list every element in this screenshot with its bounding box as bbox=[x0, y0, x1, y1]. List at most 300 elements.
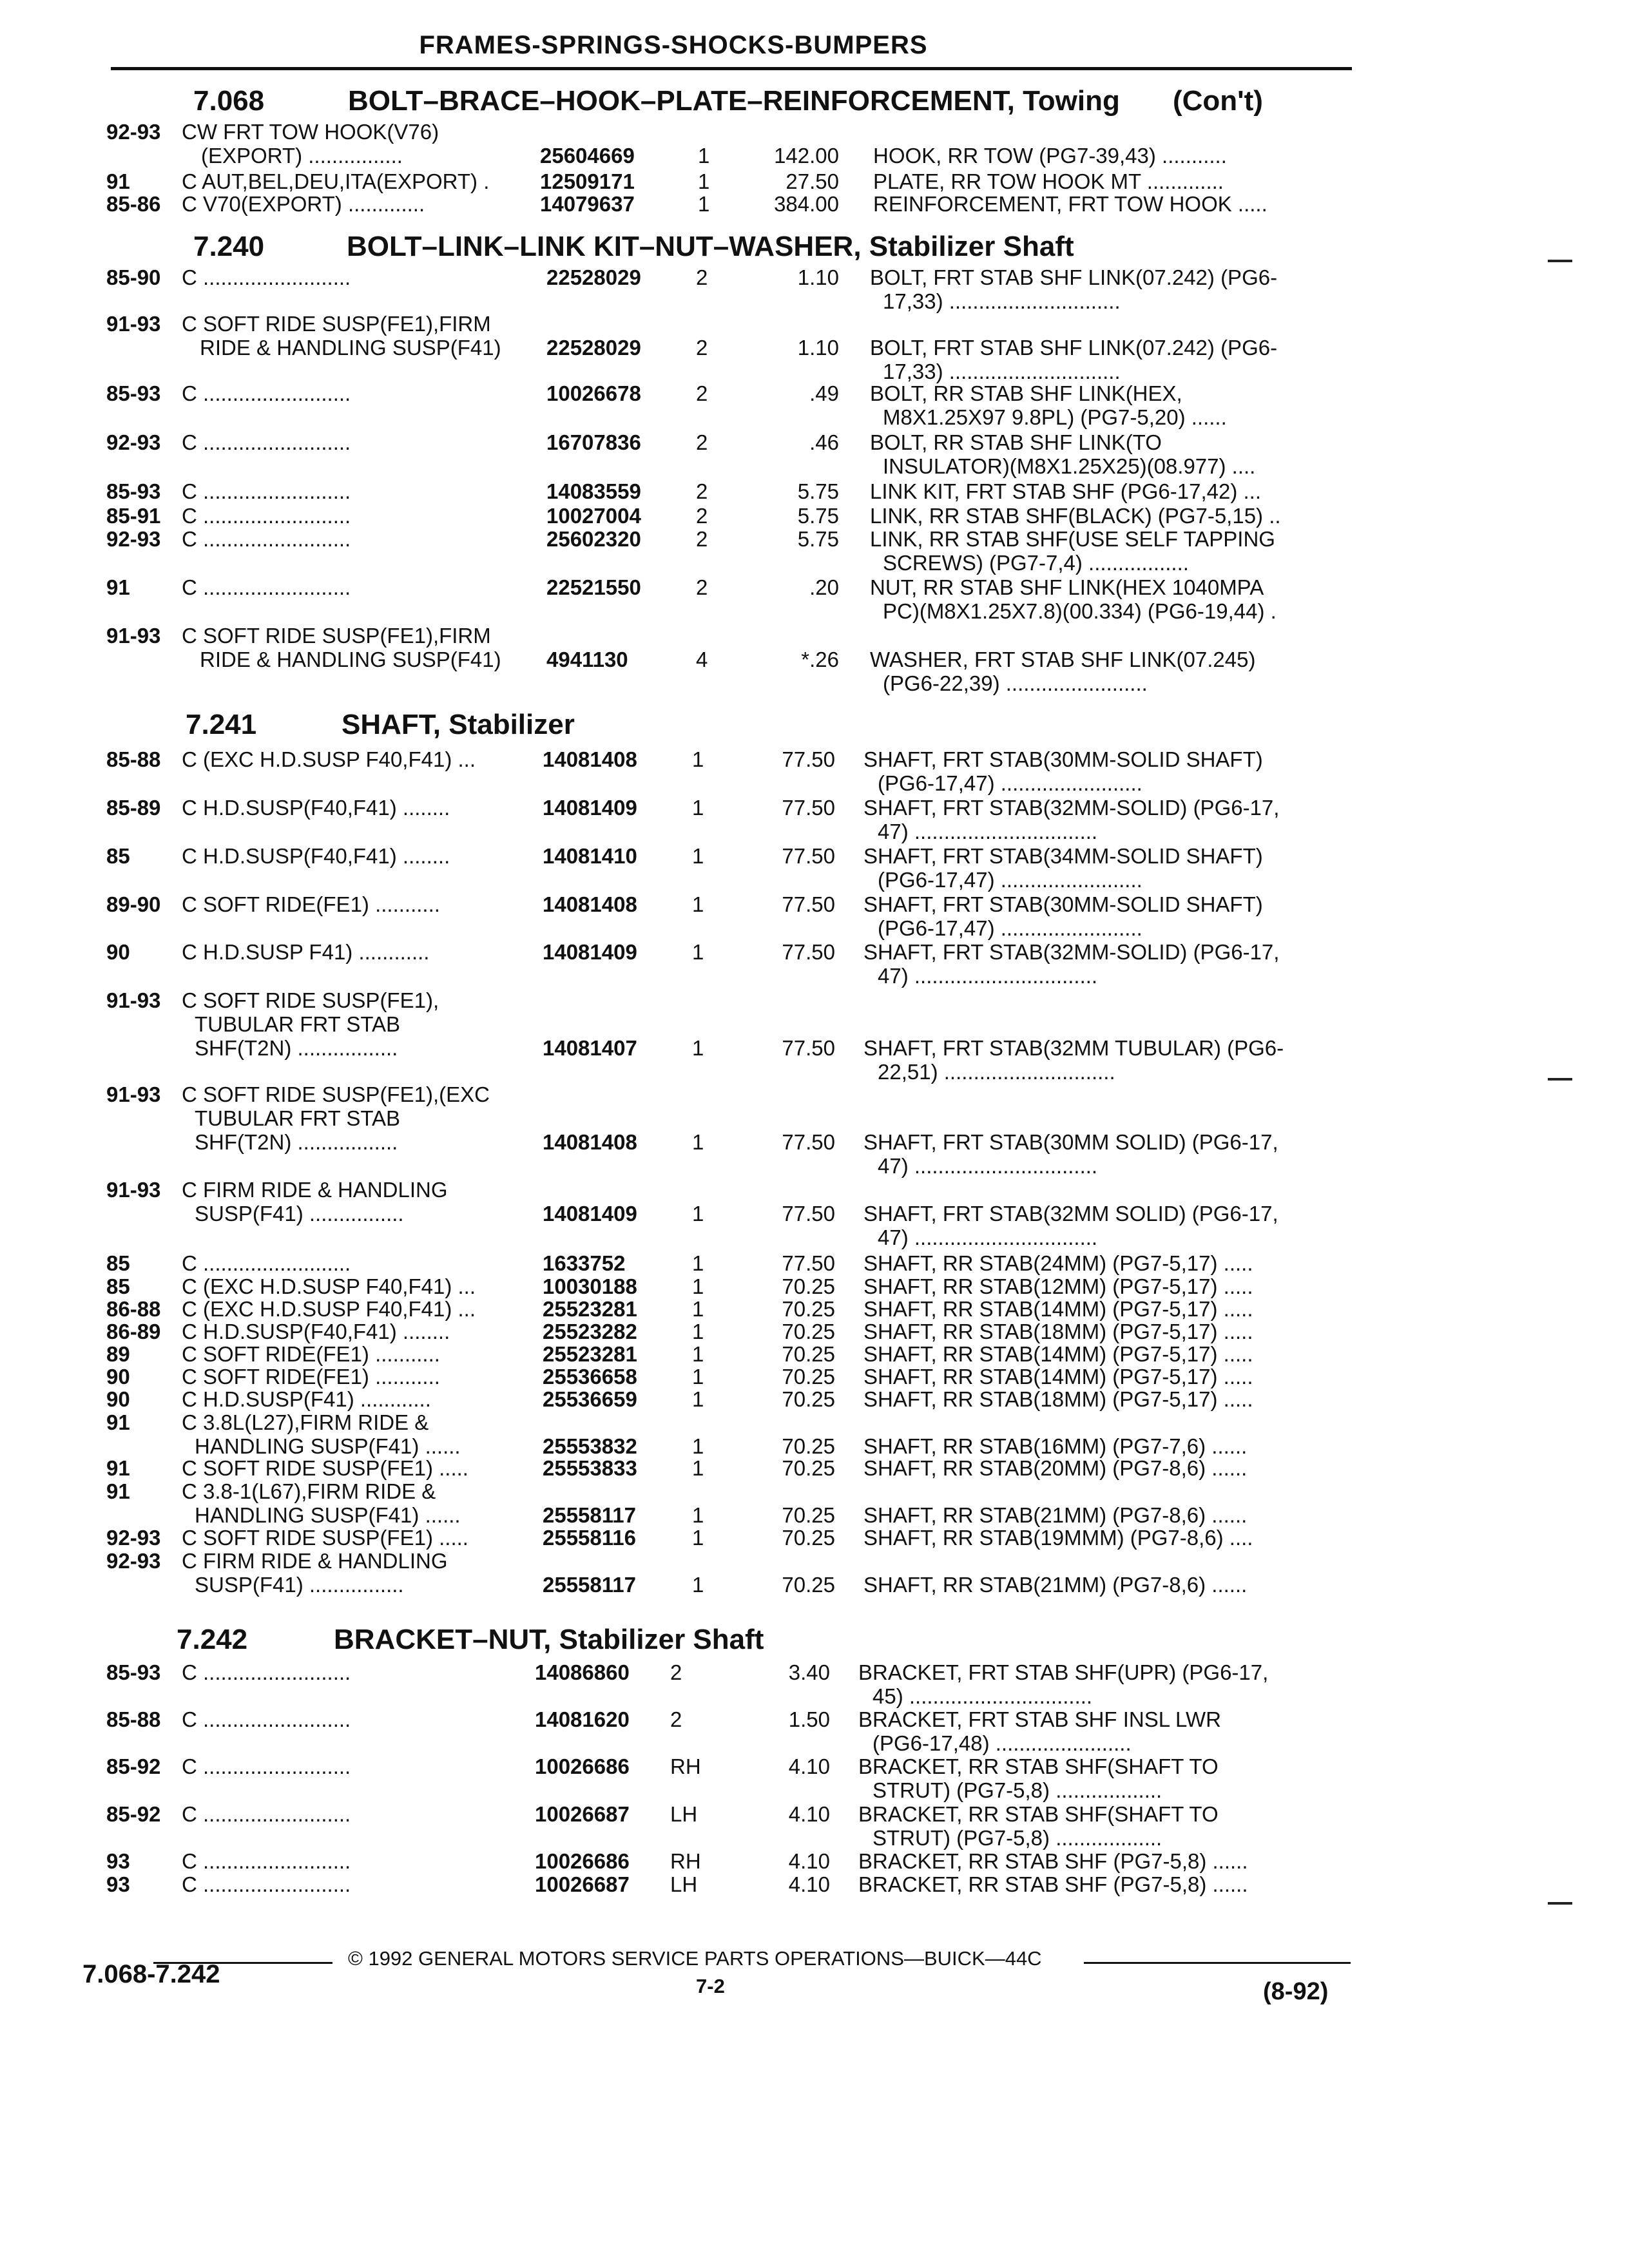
table-row bbox=[0, 454, 1629, 480]
table-row bbox=[0, 336, 1629, 361]
usage-description: C ......................... bbox=[182, 1251, 351, 1275]
model-years: 91 bbox=[106, 1456, 130, 1480]
table-row bbox=[0, 1154, 1629, 1180]
part-number: 12509171 bbox=[540, 169, 635, 193]
part-name: (PG6-17,48) ....................... bbox=[872, 1731, 1132, 1755]
part-name: INSULATOR)(M8X1.25X25)(08.977) .... bbox=[883, 454, 1256, 478]
table-row bbox=[0, 144, 1629, 169]
quantity: 1 bbox=[692, 747, 704, 771]
part-name: SHAFT, FRT STAB(30MM-SOLID SHAFT) bbox=[863, 747, 1263, 771]
usage-description: C ......................... bbox=[182, 1849, 351, 1873]
usage-description: C SOFT RIDE SUSP(FE1) ..... bbox=[182, 1456, 468, 1480]
part-number: 25536658 bbox=[543, 1365, 637, 1389]
model-years: 85-91 bbox=[106, 504, 161, 528]
section-continued: (Con't) bbox=[1173, 85, 1263, 117]
table-row bbox=[0, 1036, 1629, 1062]
quantity: 1 bbox=[692, 1202, 704, 1225]
part-name: 17,33) ............................. bbox=[883, 289, 1121, 313]
part-name: SHAFT, RR STAB(18MM) (PG7-5,17) ..... bbox=[863, 1320, 1253, 1343]
quantity: 1 bbox=[698, 169, 710, 193]
margin-tick bbox=[1548, 1902, 1572, 1905]
part-number: 14086860 bbox=[535, 1660, 630, 1684]
part-name: 47) ............................... bbox=[878, 1225, 1098, 1249]
price: 27.50 bbox=[786, 169, 839, 193]
part-number: 10027004 bbox=[546, 504, 641, 528]
part-number: 14083559 bbox=[546, 479, 641, 503]
model-years: 91 bbox=[106, 1410, 130, 1434]
quantity: 2 bbox=[670, 1707, 682, 1731]
part-name: BRACKET, RR STAB SHF(SHAFT TO bbox=[858, 1754, 1219, 1778]
model-years: 90 bbox=[106, 940, 130, 964]
usage-description: TUBULAR FRT STAB bbox=[195, 1106, 401, 1130]
usage-description: TUBULAR FRT STAB bbox=[195, 1012, 401, 1036]
usage-description: C H.D.SUSP(F40,F41) ........ bbox=[182, 844, 450, 868]
table-row bbox=[0, 1573, 1629, 1599]
part-number: 25523281 bbox=[543, 1342, 637, 1366]
price: 77.50 bbox=[782, 844, 835, 868]
section-header bbox=[186, 709, 1539, 747]
part-number: 25553833 bbox=[543, 1456, 637, 1480]
table-row bbox=[0, 169, 1629, 195]
table-row bbox=[0, 312, 1629, 338]
model-years: 91 bbox=[106, 1479, 130, 1503]
part-number: 14081408 bbox=[543, 747, 637, 771]
usage-description: HANDLING SUSP(F41) ...... bbox=[195, 1434, 461, 1458]
table-row bbox=[0, 1849, 1629, 1875]
part-number: 10026687 bbox=[535, 1872, 630, 1896]
model-years: 85-92 bbox=[106, 1802, 161, 1826]
part-name: 47) ............................... bbox=[878, 820, 1098, 843]
part-name: SHAFT, RR STAB(21MM) (PG7-8,6) ...... bbox=[863, 1573, 1248, 1597]
usage-description: C ......................... bbox=[182, 1707, 351, 1731]
part-name: BOLT, RR STAB SHF LINK(TO bbox=[870, 430, 1162, 454]
price: 70.25 bbox=[782, 1526, 835, 1550]
table-row bbox=[0, 1410, 1629, 1436]
price: 77.50 bbox=[782, 1036, 835, 1060]
table-row bbox=[0, 1387, 1629, 1413]
price: 5.75 bbox=[797, 527, 839, 551]
usage-description: C H.D.SUSP(F40,F41) ........ bbox=[182, 1320, 450, 1343]
part-name: SHAFT, RR STAB(14MM) (PG7-5,17) ..... bbox=[863, 1365, 1253, 1389]
quantity: 2 bbox=[696, 336, 708, 360]
part-name: STRUT) (PG7-5,8) .................. bbox=[872, 1826, 1162, 1850]
price: 77.50 bbox=[782, 1130, 835, 1154]
part-number: 14081408 bbox=[543, 892, 637, 916]
table-row bbox=[0, 1060, 1629, 1086]
price: 77.50 bbox=[782, 747, 835, 771]
model-years: 85-88 bbox=[106, 747, 161, 771]
usage-description: SHF(T2N) ................. bbox=[195, 1036, 398, 1060]
table-row bbox=[0, 504, 1629, 530]
part-number: 25558117 bbox=[543, 1503, 637, 1527]
quantity: 2 bbox=[696, 575, 708, 599]
part-number: 10026678 bbox=[546, 381, 641, 405]
price: 4.10 bbox=[788, 1849, 830, 1873]
model-years: 90 bbox=[106, 1387, 130, 1411]
part-name: SHAFT, RR STAB(24MM) (PG7-5,17) ..... bbox=[863, 1251, 1253, 1275]
table-row bbox=[0, 1778, 1629, 1804]
table-row bbox=[0, 381, 1629, 407]
table-row bbox=[0, 120, 1629, 146]
table-row bbox=[0, 1365, 1629, 1390]
model-years: 85 bbox=[106, 1251, 130, 1275]
usage-description: C FIRM RIDE & HANDLING bbox=[182, 1549, 448, 1573]
table-row bbox=[0, 868, 1629, 894]
table-row bbox=[0, 671, 1629, 697]
part-name: 47) ............................... bbox=[878, 1154, 1098, 1178]
table-row bbox=[0, 1082, 1629, 1108]
table-row bbox=[0, 479, 1629, 505]
page-title: FRAMES-SPRINGS-SHOCKS-BUMPERS bbox=[419, 31, 928, 59]
price: 70.25 bbox=[782, 1365, 835, 1389]
part-name: M8X1.25X97 9.8PL) (PG7-5,20) ...... bbox=[883, 405, 1227, 429]
section-header bbox=[193, 231, 1547, 269]
table-row bbox=[0, 1342, 1629, 1368]
price: 5.75 bbox=[797, 504, 839, 528]
part-number: 10026686 bbox=[535, 1849, 630, 1873]
section-number: 7.068 bbox=[193, 85, 265, 117]
quantity: 2 bbox=[696, 504, 708, 528]
part-number: 25558117 bbox=[543, 1573, 637, 1597]
part-number: 10026687 bbox=[535, 1802, 630, 1826]
table-row bbox=[0, 1202, 1629, 1227]
usage-description: (EXPORT) ................ bbox=[201, 144, 403, 168]
quantity: 1 bbox=[692, 1342, 704, 1366]
section-number: 7.240 bbox=[193, 231, 265, 262]
part-name: SHAFT, RR STAB(12MM) (PG7-5,17) ..... bbox=[863, 1274, 1253, 1298]
part-name: SHAFT, FRT STAB(32MM SOLID) (PG6-17, bbox=[863, 1202, 1278, 1225]
part-name: HOOK, RR TOW (PG7-39,43) ........... bbox=[873, 144, 1227, 168]
part-number: 25523282 bbox=[543, 1320, 637, 1343]
quantity: 1 bbox=[692, 1130, 704, 1154]
model-years: 89 bbox=[106, 1342, 130, 1366]
quantity: 1 bbox=[692, 940, 704, 964]
table-row bbox=[0, 916, 1629, 942]
usage-description: C SOFT RIDE(FE1) ........... bbox=[182, 892, 440, 916]
model-years: 85-93 bbox=[106, 1660, 161, 1684]
table-row bbox=[0, 988, 1629, 1014]
part-number: 14081409 bbox=[543, 796, 637, 820]
usage-description: RIDE & HANDLING SUSP(F41) bbox=[200, 336, 501, 360]
model-years: 85-86 bbox=[106, 192, 161, 216]
table-row bbox=[0, 1456, 1629, 1482]
part-number: 22521550 bbox=[546, 575, 641, 599]
usage-description: RIDE & HANDLING SUSP(F41) bbox=[200, 648, 501, 671]
part-number: 16707836 bbox=[546, 430, 641, 454]
price: 142.00 bbox=[774, 144, 839, 168]
usage-description: C SOFT RIDE SUSP(FE1),FIRM bbox=[182, 312, 491, 336]
part-name: NUT, RR STAB SHF LINK(HEX 1040MPA bbox=[870, 575, 1264, 599]
usage-description: C H.D.SUSP(F40,F41) ........ bbox=[182, 796, 450, 820]
model-years: 92-93 bbox=[106, 430, 161, 454]
quantity: 1 bbox=[692, 1503, 704, 1527]
usage-description: C ......................... bbox=[182, 479, 351, 503]
usage-description: C H.D.SUSP(F41) ............ bbox=[182, 1387, 431, 1411]
quantity: 1 bbox=[692, 1274, 704, 1298]
usage-description: C H.D.SUSP F41) ............ bbox=[182, 940, 430, 964]
part-name: 17,33) ............................. bbox=[883, 360, 1121, 383]
usage-description: C SOFT RIDE(FE1) ........... bbox=[182, 1365, 440, 1389]
usage-description: C SOFT RIDE SUSP(FE1),(EXC bbox=[182, 1082, 490, 1106]
part-number: 14081620 bbox=[535, 1707, 630, 1731]
price: 70.25 bbox=[782, 1387, 835, 1411]
table-row bbox=[0, 551, 1629, 577]
section-header bbox=[177, 1624, 1530, 1662]
part-number: 14081408 bbox=[543, 1130, 637, 1154]
table-row bbox=[0, 892, 1629, 918]
part-number: 4941130 bbox=[546, 648, 628, 671]
model-years: 86-89 bbox=[106, 1320, 161, 1343]
margin-tick bbox=[1548, 1078, 1572, 1081]
part-number: 14081410 bbox=[543, 844, 637, 868]
price: 70.25 bbox=[782, 1434, 835, 1458]
usage-description: C 3.8L(L27),FIRM RIDE & bbox=[182, 1410, 429, 1434]
section-title: BRACKET–NUT, Stabilizer Shaft bbox=[334, 1624, 764, 1655]
part-name: SHAFT, RR STAB(21MM) (PG7-8,6) ...... bbox=[863, 1503, 1248, 1527]
usage-description: C ......................... bbox=[182, 430, 351, 454]
price: 70.25 bbox=[782, 1320, 835, 1343]
footer-date: (8-92) bbox=[1263, 1978, 1329, 2005]
table-row bbox=[0, 289, 1629, 315]
price: 70.25 bbox=[782, 1274, 835, 1298]
usage-description: C ......................... bbox=[182, 1872, 351, 1896]
table-row bbox=[0, 844, 1629, 870]
usage-description: C ......................... bbox=[182, 1754, 351, 1778]
part-number: 1633752 bbox=[543, 1251, 626, 1275]
table-row bbox=[0, 192, 1629, 218]
part-name: WASHER, FRT STAB SHF LINK(07.245) bbox=[870, 648, 1256, 671]
footer-rule bbox=[1084, 1962, 1351, 1964]
part-name: SHAFT, RR STAB(14MM) (PG7-5,17) ..... bbox=[863, 1342, 1253, 1366]
usage-description: C AUT,BEL,DEU,ITA(EXPORT) . bbox=[182, 169, 490, 193]
part-name: (PG6-17,47) ........................ bbox=[878, 916, 1142, 940]
price: 384.00 bbox=[774, 192, 839, 216]
price: 70.25 bbox=[782, 1456, 835, 1480]
quantity: 2 bbox=[696, 430, 708, 454]
quantity: LH bbox=[670, 1872, 698, 1896]
table-row bbox=[0, 796, 1629, 822]
table-row bbox=[0, 527, 1629, 553]
model-years: 92-93 bbox=[106, 1526, 161, 1550]
part-name: PC)(M8X1.25X7.8)(00.334) (PG6-19,44) . bbox=[883, 599, 1277, 623]
part-name: PLATE, RR TOW HOOK MT ............. bbox=[873, 169, 1224, 193]
price: 5.75 bbox=[797, 479, 839, 503]
table-row bbox=[0, 1251, 1629, 1277]
model-years: 85-88 bbox=[106, 1707, 161, 1731]
footer-section-range: 7.068-7.242 bbox=[82, 1960, 220, 1988]
part-name: BRACKET, FRT STAB SHF INSL LWR bbox=[858, 1707, 1221, 1731]
price: 77.50 bbox=[782, 892, 835, 916]
table-row bbox=[0, 599, 1629, 625]
quantity: 1 bbox=[692, 1251, 704, 1275]
usage-description: C SOFT RIDE(FE1) ........... bbox=[182, 1342, 440, 1366]
usage-description: C SOFT RIDE SUSP(FE1), bbox=[182, 988, 439, 1012]
part-name: BRACKET, RR STAB SHF (PG7-5,8) ...... bbox=[858, 1872, 1248, 1896]
model-years: 92-93 bbox=[106, 120, 161, 144]
model-years: 92-93 bbox=[106, 1549, 161, 1573]
model-years: 89-90 bbox=[106, 892, 161, 916]
quantity: 1 bbox=[692, 1036, 704, 1060]
quantity: 1 bbox=[692, 1434, 704, 1458]
model-years: 90 bbox=[106, 1365, 130, 1389]
quantity: 1 bbox=[692, 1320, 704, 1343]
part-name: SCREWS) (PG7-7,4) ................. bbox=[883, 551, 1189, 575]
model-years: 91-93 bbox=[106, 988, 161, 1012]
usage-description: C ......................... bbox=[182, 575, 351, 599]
section-title: SHAFT, Stabilizer bbox=[342, 709, 575, 740]
table-row bbox=[0, 624, 1629, 649]
model-years: 86-88 bbox=[106, 1297, 161, 1321]
section-number: 7.242 bbox=[177, 1624, 248, 1655]
part-name: SHAFT, FRT STAB(30MM SOLID) (PG6-17, bbox=[863, 1130, 1278, 1154]
part-number: 22528029 bbox=[546, 265, 641, 289]
part-name: BOLT, RR STAB SHF LINK(HEX, bbox=[870, 381, 1182, 405]
model-years: 85-93 bbox=[106, 479, 161, 503]
usage-description: C ......................... bbox=[182, 1802, 351, 1826]
part-name: SHAFT, FRT STAB(32MM-SOLID) (PG6-17, bbox=[863, 940, 1280, 964]
usage-description: CW FRT TOW HOOK(V76) bbox=[182, 120, 439, 144]
part-name: 47) ............................... bbox=[878, 964, 1098, 988]
part-number: 25536659 bbox=[543, 1387, 637, 1411]
quantity: 1 bbox=[692, 844, 704, 868]
usage-description: C ......................... bbox=[182, 504, 351, 528]
quantity: 2 bbox=[670, 1660, 682, 1684]
part-number: 25553832 bbox=[543, 1434, 637, 1458]
model-years: 85-93 bbox=[106, 381, 161, 405]
usage-description: C 3.8-1(L67),FIRM RIDE & bbox=[182, 1479, 436, 1503]
table-row bbox=[0, 1684, 1629, 1710]
table-row bbox=[0, 940, 1629, 966]
table-row bbox=[0, 1872, 1629, 1898]
usage-description: C (EXC H.D.SUSP F40,F41) ... bbox=[182, 747, 476, 771]
part-name: (PG6-17,47) ........................ bbox=[878, 771, 1142, 795]
section-header bbox=[193, 85, 1547, 124]
price: 4.10 bbox=[788, 1872, 830, 1896]
usage-description: SUSP(F41) ................ bbox=[195, 1573, 404, 1597]
price: 77.50 bbox=[782, 940, 835, 964]
model-years: 92-93 bbox=[106, 527, 161, 551]
table-row bbox=[0, 430, 1629, 456]
table-row bbox=[0, 575, 1629, 601]
part-name: REINFORCEMENT, FRT TOW HOOK ..... bbox=[873, 192, 1268, 216]
table-row bbox=[0, 1225, 1629, 1251]
usage-description: C V70(EXPORT) ............. bbox=[182, 192, 425, 216]
price: 70.25 bbox=[782, 1503, 835, 1527]
model-years: 85-90 bbox=[106, 265, 161, 289]
quantity: 2 bbox=[696, 479, 708, 503]
model-years: 85-89 bbox=[106, 796, 161, 820]
table-row bbox=[0, 1178, 1629, 1204]
model-years: 85-92 bbox=[106, 1754, 161, 1778]
part-name: BRACKET, FRT STAB SHF(UPR) (PG6-17, bbox=[858, 1660, 1269, 1684]
price: .46 bbox=[809, 430, 839, 454]
usage-description: SUSP(F41) ................ bbox=[195, 1202, 404, 1225]
part-name: LINK KIT, FRT STAB SHF (PG6-17,42) ... bbox=[870, 479, 1262, 503]
price: 77.50 bbox=[782, 796, 835, 820]
part-name: SHAFT, FRT STAB(32MM TUBULAR) (PG6- bbox=[863, 1036, 1284, 1060]
usage-description: HANDLING SUSP(F41) ...... bbox=[195, 1503, 461, 1527]
part-name: SHAFT, FRT STAB(30MM-SOLID SHAFT) bbox=[863, 892, 1263, 916]
table-row bbox=[0, 1707, 1629, 1733]
quantity: 1 bbox=[692, 1387, 704, 1411]
part-name: SHAFT, RR STAB(18MM) (PG7-5,17) ..... bbox=[863, 1387, 1253, 1411]
usage-description: C ......................... bbox=[182, 1660, 351, 1684]
table-row bbox=[0, 1802, 1629, 1828]
part-number: 22528029 bbox=[546, 336, 641, 360]
part-number: 14081409 bbox=[543, 940, 637, 964]
part-name: SHAFT, RR STAB(19MMM) (PG7-8,6) .... bbox=[863, 1526, 1253, 1550]
section-title: BOLT–LINK–LINK KIT–NUT–WASHER, Stabilizer Shaft bbox=[347, 231, 1074, 262]
model-years: 91-93 bbox=[106, 1178, 161, 1202]
table-row bbox=[0, 1106, 1629, 1132]
usage-description: C SOFT RIDE SUSP(FE1) ..... bbox=[182, 1526, 468, 1550]
table-row bbox=[0, 1549, 1629, 1575]
quantity: 2 bbox=[696, 265, 708, 289]
part-name: BRACKET, RR STAB SHF (PG7-5,8) ...... bbox=[858, 1849, 1248, 1873]
table-row bbox=[0, 820, 1629, 845]
usage-description: C FIRM RIDE & HANDLING bbox=[182, 1178, 448, 1202]
part-name: SHAFT, FRT STAB(34MM-SOLID SHAFT) bbox=[863, 844, 1263, 868]
part-name: BOLT, FRT STAB SHF LINK(07.242) (PG6- bbox=[870, 265, 1278, 289]
part-name: SHAFT, FRT STAB(32MM-SOLID) (PG6-17, bbox=[863, 796, 1280, 820]
price: 4.10 bbox=[788, 1754, 830, 1778]
model-years: 93 bbox=[106, 1872, 130, 1896]
usage-description: C ......................... bbox=[182, 265, 351, 289]
price: 4.10 bbox=[788, 1802, 830, 1826]
table-row bbox=[0, 1754, 1629, 1780]
part-name: BOLT, FRT STAB SHF LINK(07.242) (PG6- bbox=[870, 336, 1278, 360]
quantity: 1 bbox=[692, 1573, 704, 1597]
quantity: 2 bbox=[696, 527, 708, 551]
quantity: 2 bbox=[696, 381, 708, 405]
price: 77.50 bbox=[782, 1251, 835, 1275]
table-row bbox=[0, 405, 1629, 431]
table-row bbox=[0, 1297, 1629, 1323]
part-name: SHAFT, RR STAB(20MM) (PG7-8,6) ...... bbox=[863, 1456, 1248, 1480]
usage-description: C SOFT RIDE SUSP(FE1),FIRM bbox=[182, 624, 491, 648]
table-row bbox=[0, 1503, 1629, 1529]
price: 70.25 bbox=[782, 1297, 835, 1321]
part-number: 25523281 bbox=[543, 1297, 637, 1321]
part-number: 14079637 bbox=[540, 192, 635, 216]
quantity: 4 bbox=[696, 648, 708, 671]
part-number: 25602320 bbox=[546, 527, 641, 551]
usage-description: C (EXC H.D.SUSP F40,F41) ... bbox=[182, 1274, 476, 1298]
part-name: SHAFT, RR STAB(16MM) (PG7-7,6) ...... bbox=[863, 1434, 1248, 1458]
model-years: 85 bbox=[106, 844, 130, 868]
model-years: 85 bbox=[106, 1274, 130, 1298]
table-row bbox=[0, 648, 1629, 673]
usage-description: C (EXC H.D.SUSP F40,F41) ... bbox=[182, 1297, 476, 1321]
price: .49 bbox=[809, 381, 839, 405]
part-name: LINK, RR STAB SHF(BLACK) (PG7-5,15) .. bbox=[870, 504, 1281, 528]
price: 1.10 bbox=[797, 265, 839, 289]
table-row bbox=[0, 964, 1629, 990]
part-name: (PG6-17,47) ........................ bbox=[878, 868, 1142, 892]
footer-page-number: 7-2 bbox=[696, 1975, 725, 1997]
part-name: BRACKET, RR STAB SHF(SHAFT TO bbox=[858, 1802, 1219, 1826]
price: 1.10 bbox=[797, 336, 839, 360]
model-years: 91-93 bbox=[106, 1082, 161, 1106]
price: 70.25 bbox=[782, 1573, 835, 1597]
part-number: 25604669 bbox=[540, 144, 635, 168]
part-name: 45) ............................... bbox=[872, 1684, 1093, 1708]
part-name: (PG6-22,39) ........................ bbox=[883, 671, 1148, 695]
part-number: 14081409 bbox=[543, 1202, 637, 1225]
model-years: 93 bbox=[106, 1849, 130, 1873]
table-row bbox=[0, 265, 1629, 291]
part-number: 10026686 bbox=[535, 1754, 630, 1778]
